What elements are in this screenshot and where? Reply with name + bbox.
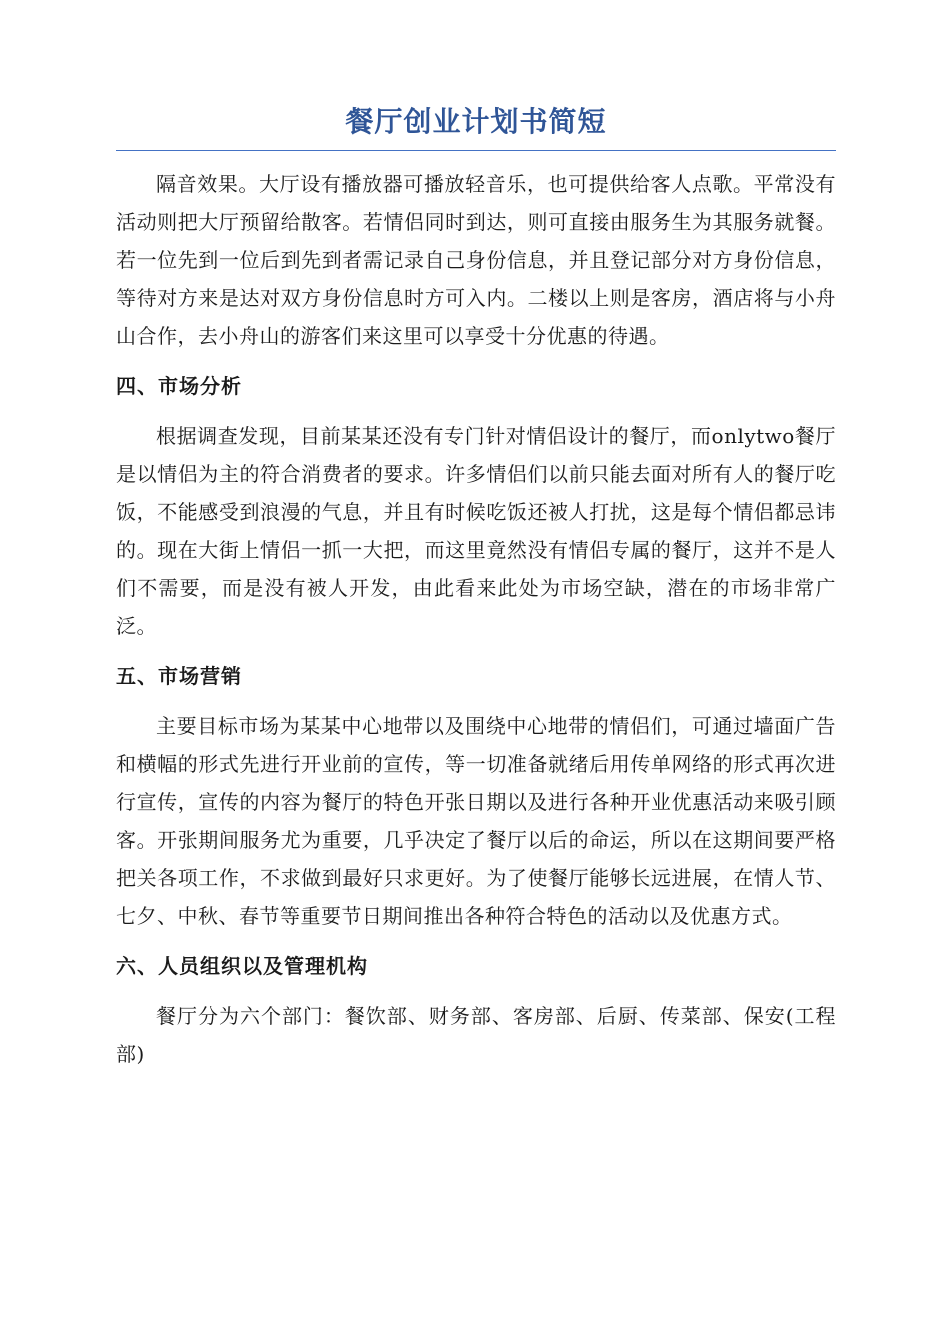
section-heading-market-analysis: 四、市场分析 bbox=[116, 374, 242, 398]
document-page bbox=[116, 100, 836, 1073]
section-paragraph-organization: 餐厅分为六个部门：餐饮部、财务部、客房部、后厨、传菜部、保安(工程部) bbox=[116, 1004, 836, 1066]
section-paragraph-market-analysis: 根据调查发现，目前某某还没有专门针对情侣设计的餐厅，而onlytwo餐厅是以情侣为主的符合消费者的要求。许多情侣们以前只能去面对所有人的餐厅吃饭，不能感受到浪漫的气息，并且有时候吃饭还被人打扰，这是每个情侣都忌讳的。现在大街上情侣一抓一大把，而这里竟然没有情侣专属的餐厅，这并不是人们不需要，而是没有被人开发，由此看来此处为市场空缺，潜在的市场非常广泛。 bbox=[116, 424, 836, 638]
section-paragraph-marketing: 主要目标市场为某某中心地带以及围绕中心地带的情侣们，可通过墙面广告和横幅的形式先进行开业前的宣传，等一切准备就绪后用传单网络的形式再次进行宣传，宣传的内容为餐厅的特色开张日期以及进行各种开业优惠活动来吸引顾客。开张期间服务尤为重要，几乎决定了餐厅以后的命运，所以在这期间要严格把关各项工作，不求做到最好只求更好。为了使餐厅能够长远进展，在情人节、七夕、中秋、春节等重要节日期间推出各种符合特色的活动以及优惠方式。 bbox=[116, 714, 836, 928]
section-heading-marketing: 五、市场营销 bbox=[116, 664, 242, 688]
section-heading-organization: 六、人员组织以及管理机构 bbox=[116, 954, 368, 978]
intro-paragraph: 隔音效果。大厅设有播放器可播放轻音乐，也可提供给客人点歌。平常没有活动则把大厅预留给散客。若情侣同时到达，则可直接由服务生为其服务就餐。若一位先到一位后到先到者需记录自己身份信息，并且登记部分对方身份信息，等待对方来是达对双方身份信息时方可入内。二楼以上则是客房，酒店将与小舟山合作，去小舟山的游客们来这里可以享受十分优惠的待遇。 bbox=[116, 172, 836, 348]
title-underline bbox=[116, 150, 836, 151]
document-title: 餐厅创业计划书简短 bbox=[345, 105, 607, 138]
